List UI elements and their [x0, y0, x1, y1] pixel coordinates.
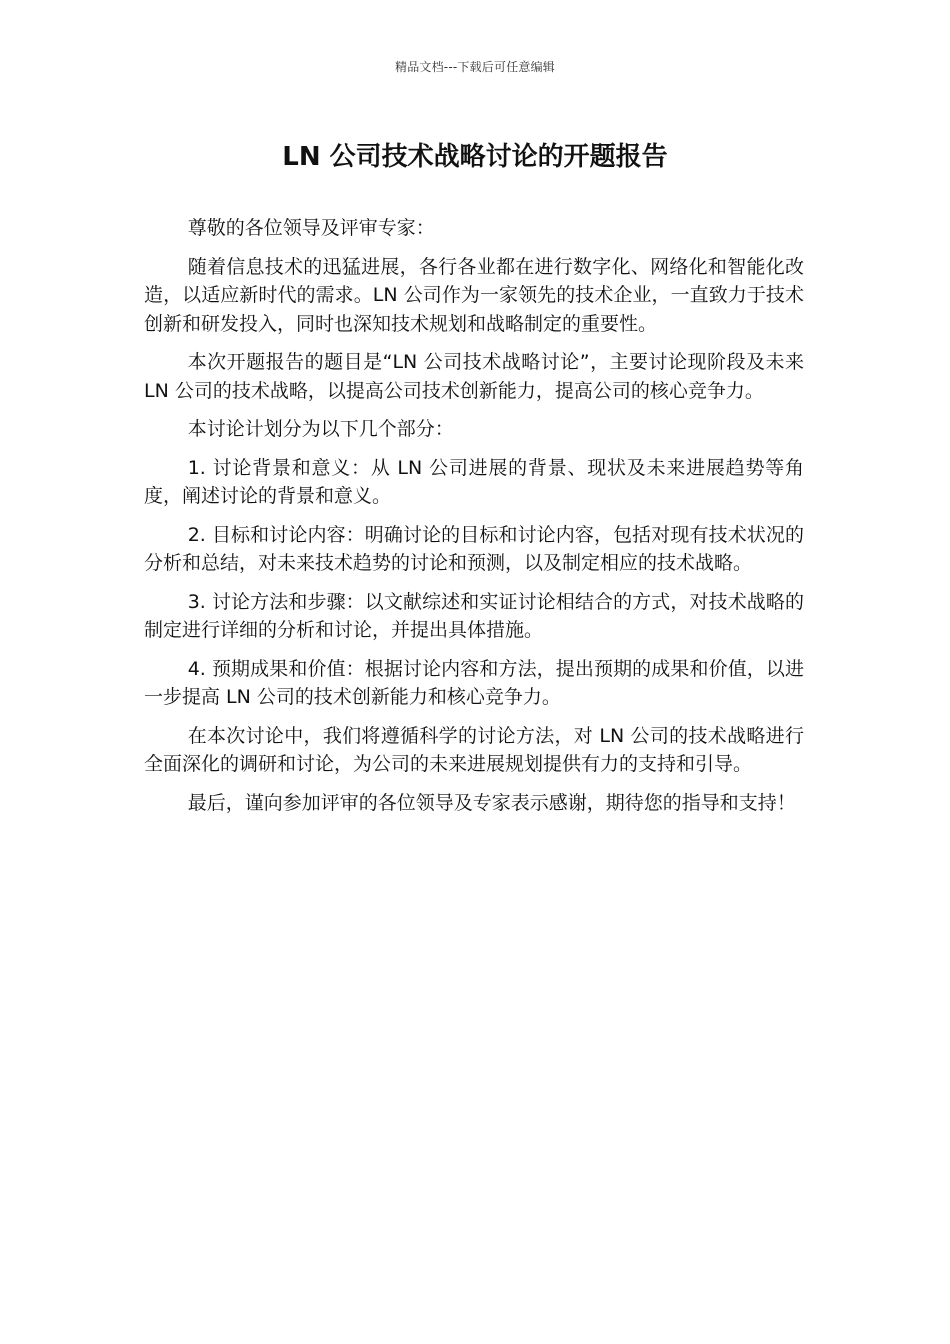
plan-paragraph: 本讨论计划分为以下几个部分： — [187, 418, 454, 440]
method-paragraph: 在本次讨论中，我们将遵循科学的讨论方法，对 LN 公司的技术战略进行全面深化的调研和讨论，为公司的未来进展规划提供有力的支持和引导。 — [144, 724, 804, 775]
topic-paragraph: 本次开题报告的题目是“LN 公司技术战略讨论”，主要讨论现阶段及未来 LN 公司的技术战略，以提高公司技术创新能力，提高公司的核心竞争力。 — [144, 351, 804, 402]
document-body — [144, 214, 804, 827]
plan-item-2: 2. 目标和讨论内容：明确讨论的目标和讨论内容，包括对现有技术状况的分析和总结，对未来技术趋势的讨论和预测，以及制定相应的技术战略。 — [144, 523, 804, 574]
plan-item-4: 4. 预期成果和价值：根据讨论内容和方法，提出预期的成果和价值，以进一步提高 LN 公司的技术创新能力和核心竞争力。 — [144, 657, 804, 708]
plan-item-1: 1. 讨论背景和意义：从 LN 公司进展的背景、现状及未来进展趋势等角度，阐述讨论的背景和意义。 — [144, 456, 804, 507]
page-header: 精品文档---下载后可任意编辑 — [395, 60, 555, 74]
document-title: LN 公司技术战略讨论的开题报告 — [282, 142, 668, 172]
intro-paragraph: 随着信息技术的迅猛进展，各行各业都在进行数字化、网络化和智能化改造，以适应新时代的需求。LN 公司作为一家领先的技术企业，一直致力于技术创新和研发投入，同时也深知技术规划和战略制定的重要性。 — [144, 255, 804, 335]
plan-item-3: 3. 讨论方法和步骤：以文献综述和实证讨论相结合的方式，对技术战略的制定进行详细的分析和讨论，并提出具体措施。 — [144, 590, 804, 641]
closing-paragraph: 最后，谨向参加评审的各位领导及专家表示感谢，期待您的指导和支持！ — [187, 791, 796, 814]
salutation-paragraph: 尊敬的各位领导及评审专家： — [187, 217, 435, 239]
